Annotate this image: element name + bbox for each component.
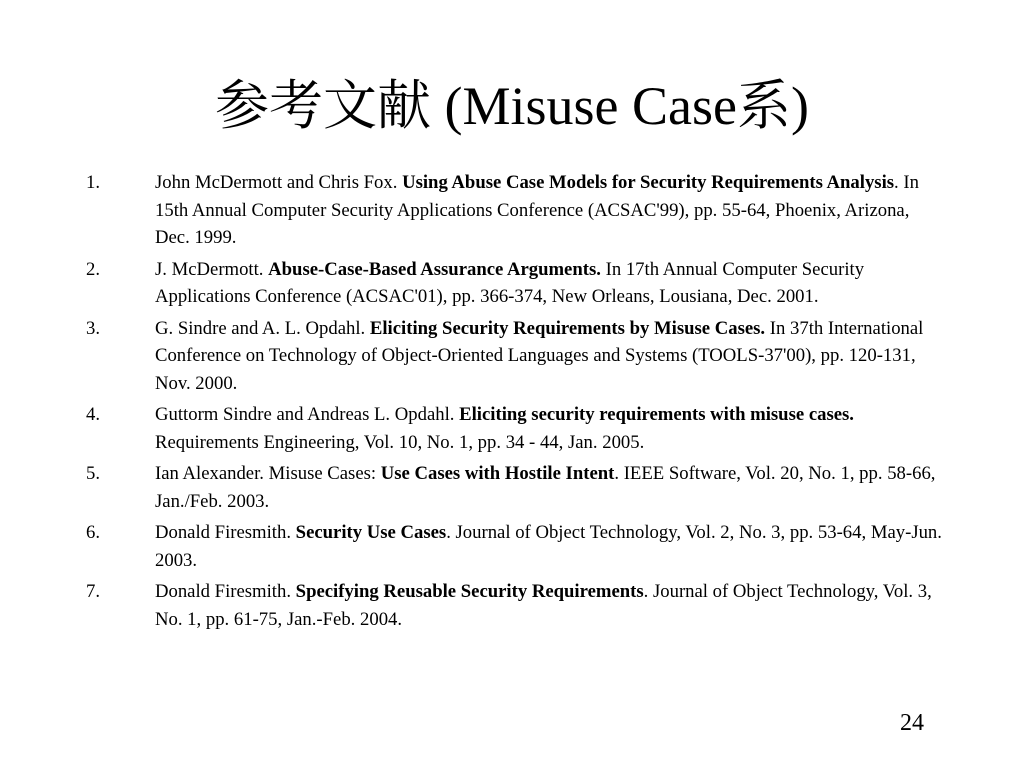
reference-number: 5. [86, 463, 101, 484]
reference-item [86, 169, 946, 252]
reference-title: Security Use Cases [295, 522, 447, 543]
reference-authors: John McDermott and Chris Fox. [155, 172, 403, 193]
reference-list [86, 169, 946, 637]
reference-authors: Donald Firesmith. [155, 522, 296, 543]
reference-title: Specifying Reusable Security Requirements [295, 581, 644, 602]
reference-details: . In 15th Annual Computer Security Applications Conference (ACSAC'99), pp. 55-64, Phoenix, Arizona, Dec. 1999. [155, 172, 919, 248]
title-cjk-suffix: 系 [736, 74, 791, 137]
reference-item [86, 578, 946, 633]
reference-number: 6. [86, 522, 101, 543]
title-cjk-prefix: 参考文献 [215, 74, 432, 137]
reference-authors: J. McDermott. [155, 258, 269, 280]
reference-authors: Guttorm Sindre and Andreas L. Opdahl. [155, 404, 460, 425]
slide-title [0, 66, 1024, 146]
reference-number: 2. [86, 258, 101, 280]
reference-title: Use Cases with Hostile Intent [380, 463, 615, 484]
reference-details: In 37th International Conference on Technology of Object-Oriented Languages and Systems (TOOLS-37'00), pp. 120-131, Nov. 2000. [155, 317, 924, 394]
reference-title: Eliciting security requirements with misuse cases. [459, 404, 854, 425]
reference-number: 1. [86, 172, 101, 193]
title-latin: (Misuse Case [431, 76, 737, 136]
page-number: 24 [900, 710, 924, 736]
reference-item [86, 519, 946, 574]
reference-item [86, 460, 946, 515]
title-close: ) [790, 76, 809, 136]
reference-number: 4. [86, 404, 101, 425]
reference-item [86, 256, 946, 311]
reference-item [86, 315, 946, 398]
reference-title: Abuse-Case-Based Assurance Arguments. [268, 258, 601, 280]
reference-details: . Journal of Object Technology, Vol. 2, No. 3, pp. 53-64, May-Jun. 2003. [155, 522, 942, 571]
reference-authors: Donald Firesmith. [155, 581, 296, 602]
reference-authors: G. Sindre and A. L. Opdahl. [155, 317, 370, 339]
reference-details: . Journal of Object Technology, Vol. 3, No. 1, pp. 61-75, Jan.-Feb. 2004. [155, 581, 932, 630]
reference-item [86, 401, 946, 456]
reference-details: Requirements Engineering, Vol. 10, No. 1, pp. 34 - 44, Jan. 2005. [155, 431, 645, 453]
reference-title: Using Abuse Case Models for Security Requirements Analysis [402, 172, 895, 193]
reference-details: . IEEE Software, Vol. 20, No. 1, pp. 58-66, Jan./Feb. 2003. [155, 463, 936, 512]
reference-authors: Ian Alexander. Misuse Cases: [155, 463, 381, 484]
reference-title: Eliciting Security Requirements by Misuse Cases. [369, 317, 766, 339]
reference-number: 7. [86, 581, 101, 602]
reference-details: In 17th Annual Computer Security Applications Conference (ACSAC'01), pp. 366-374, New Orleans, Lousiana, Dec. 2001. [155, 258, 865, 307]
reference-number: 3. [86, 317, 101, 339]
